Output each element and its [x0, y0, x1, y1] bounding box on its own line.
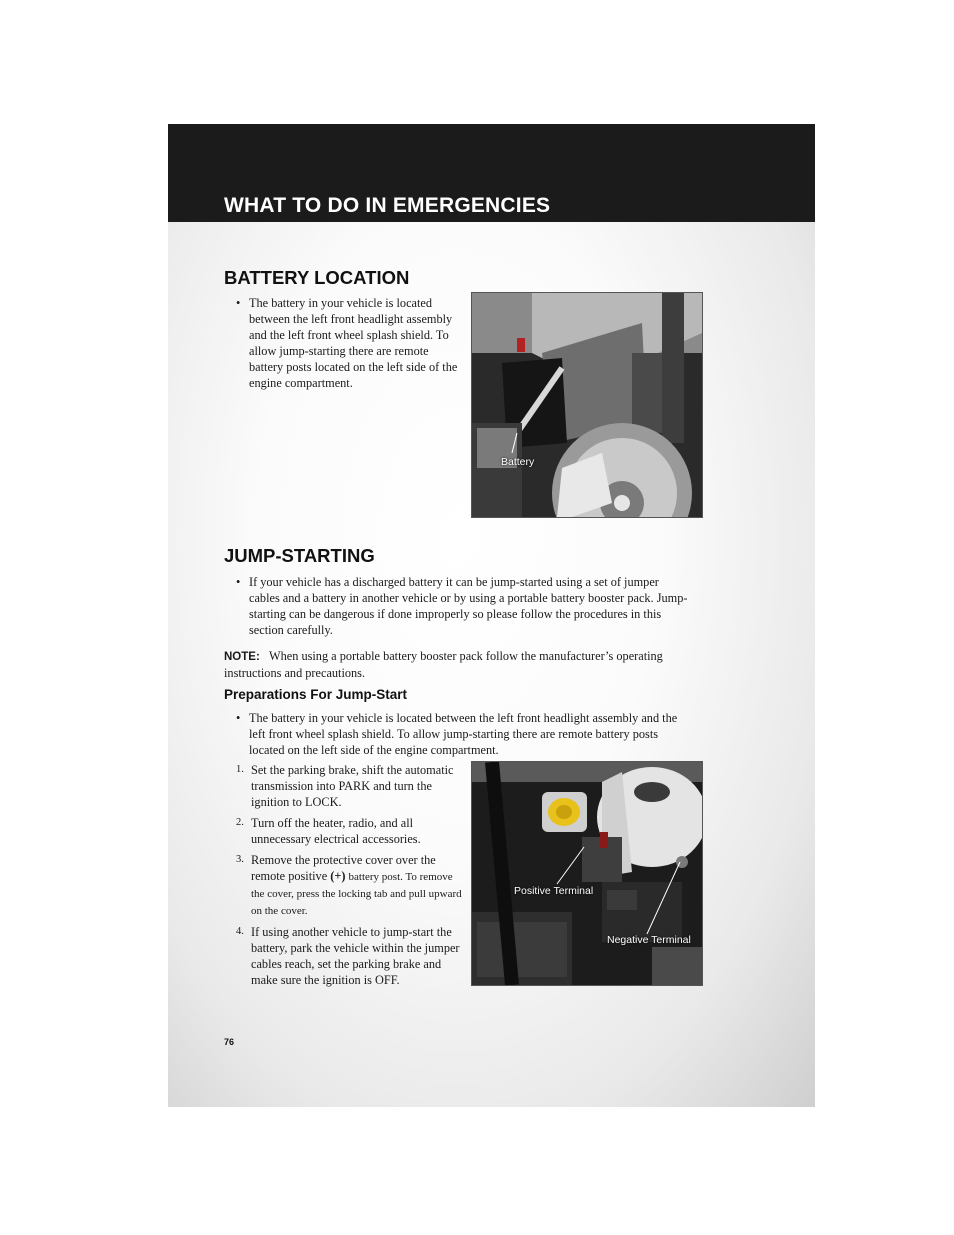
jump-starting-heading: JUMP-STARTING	[224, 545, 375, 566]
note-label: NOTE:	[224, 651, 260, 663]
step-item	[236, 762, 464, 810]
step-text-small: battery post. To remove the cover, press the locking tab and pull upward on the cover.	[251, 871, 462, 917]
note-text: When using a portable battery booster pack follow the manufacturer’s operating instructions and precautions.	[224, 649, 663, 680]
positive-terminal-caption: Positive Terminal	[514, 885, 594, 897]
bullet-dot: •	[236, 296, 241, 310]
bullet-dot: •	[236, 711, 241, 725]
steps-list	[236, 762, 464, 993]
page-number: 76	[224, 1037, 235, 1047]
step-number: 3.	[236, 854, 244, 865]
battery-location-heading: BATTERY LOCATION	[224, 267, 410, 288]
note-paragraph	[224, 648, 694, 681]
battery-location-bullet	[236, 295, 459, 391]
jump-starting-bullet-text: If your vehicle has a discharged battery it can be jump-started using a set of jumper cables and a battery in another vehicle or by using a portable battery booster pack. Jump-starting can be dangerous if done improperly so please follow the procedures in this section carefully.	[249, 575, 688, 637]
bullet-dot: •	[236, 575, 241, 589]
step-number: 4.	[236, 926, 244, 937]
step-text: Remove the protective cover over the remote positive	[251, 853, 436, 883]
header-band	[168, 124, 815, 222]
step-item	[236, 852, 464, 919]
jump-starting-bullet	[236, 574, 689, 638]
battery-location-photo	[471, 292, 703, 518]
battery-caption: Battery	[501, 456, 535, 468]
manual-page	[168, 124, 815, 1107]
step-number: 1.	[236, 764, 244, 775]
positive-symbol: (+)	[330, 869, 346, 883]
battery-location-bullet-text: The battery in your vehicle is located between the left front headlight assembly and the left front wheel splash shield. To allow jump-starting there are remote battery posts located on the left side of the engine compartment.	[249, 296, 458, 390]
step-item	[236, 815, 464, 847]
step-number: 2.	[236, 817, 244, 828]
terminals-photo	[471, 761, 703, 986]
terminals-photo-image	[472, 762, 702, 985]
step-text: Set the parking brake, shift the automatic transmission into PARK and turn the ignition to LOCK.	[251, 763, 454, 809]
preparations-bullet-text: The battery in your vehicle is located between the left front headlight assembly and the left front wheel splash shield. To allow jump-starting there are remote battery posts located on the left side of the engine compartment.	[249, 711, 678, 757]
step-item	[236, 924, 464, 988]
page-title: WHAT TO DO IN EMERGENCIES	[224, 194, 551, 217]
negative-terminal-caption: Negative Terminal	[607, 934, 691, 946]
step-text: Turn off the heater, radio, and all unnecessary electrical accessories.	[251, 816, 421, 846]
preparations-heading: Preparations For Jump-Start	[224, 687, 408, 702]
battery-photo-image	[472, 293, 702, 517]
preparations-bullet	[236, 710, 694, 758]
step-text: If using another vehicle to jump-start the battery, park the vehicle within the jumper cables reach, set the parking brake and make sure the ignition is OFF.	[251, 925, 460, 987]
